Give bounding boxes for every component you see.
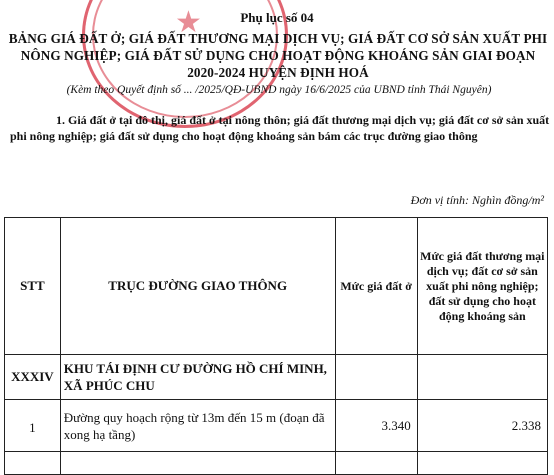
group-name: KHU TÁI ĐỊNH CƯ ĐƯỜNG HỒ CHÍ MINH, XÃ PHÚC CHU xyxy=(60,355,335,400)
group-empty-cell xyxy=(417,355,547,400)
document-heading: BẢNG GIÁ ĐẤT Ở; GIÁ ĐẤT THƯƠNG MẠI DỊCH VỤ; GIÁ ĐẤT CƠ SỞ SẢN XUẤT PHI NÔNG NGHIỆP; GIÁ ĐẤT SỬ DỤNG CHO HOẠT ĐỘNG KHOÁNG SẢN GIAI ĐOẠN 2020-2024 HUYỆN ĐỊNH HOÁ xyxy=(8,31,548,80)
stamp-star-icon: ★ xyxy=(175,5,202,40)
row-stt: 1 xyxy=(5,400,61,452)
table-row xyxy=(5,400,548,452)
row-road-name: Đường quy hoạch rộng từ 13m đến 15 m (đoạn đã xong hạ tầng) xyxy=(60,400,335,452)
group-roman-numeral: XXXIV xyxy=(5,355,61,400)
appendix-title: Phụ lục số 04 xyxy=(240,10,314,25)
section-heading: 1. Giá đất ở tại đô thị, giá đất ở tại nông thôn; giá đất thương mại dịch vụ; giá đất cơ sở sản xuất phi nông nghiệp; giá đất sử dụng cho hoạt động khoáng sản bám các trục đường giao thông xyxy=(10,113,550,143)
row-residential-price: 3.340 xyxy=(335,400,417,452)
header-stt: STT xyxy=(5,218,61,355)
table-header-row xyxy=(5,218,548,355)
land-price-table xyxy=(4,217,548,475)
group-empty-cell xyxy=(335,355,417,400)
table-group-row xyxy=(5,355,548,400)
header-road: TRỤC ĐƯỜNG GIAO THÔNG xyxy=(60,218,335,355)
decision-note: (Kèm theo Quyết định số ... /2025/QĐ-UBND ngày 16/6/2025 của UBND tỉnh Thái Nguyên) xyxy=(66,84,492,96)
row-commercial-price: 2.338 xyxy=(417,400,547,452)
header-residential-price: Mức giá đất ở xyxy=(335,218,417,355)
unit-label: Đơn vị tính: Nghìn đồng/m² xyxy=(410,193,544,207)
header-commercial-price: Mức giá đất thương mại dịch vụ; đất cơ sở sản xuất phi nông nghiệp; đất sử dụng cho hoạt động khoáng sản xyxy=(417,218,547,355)
